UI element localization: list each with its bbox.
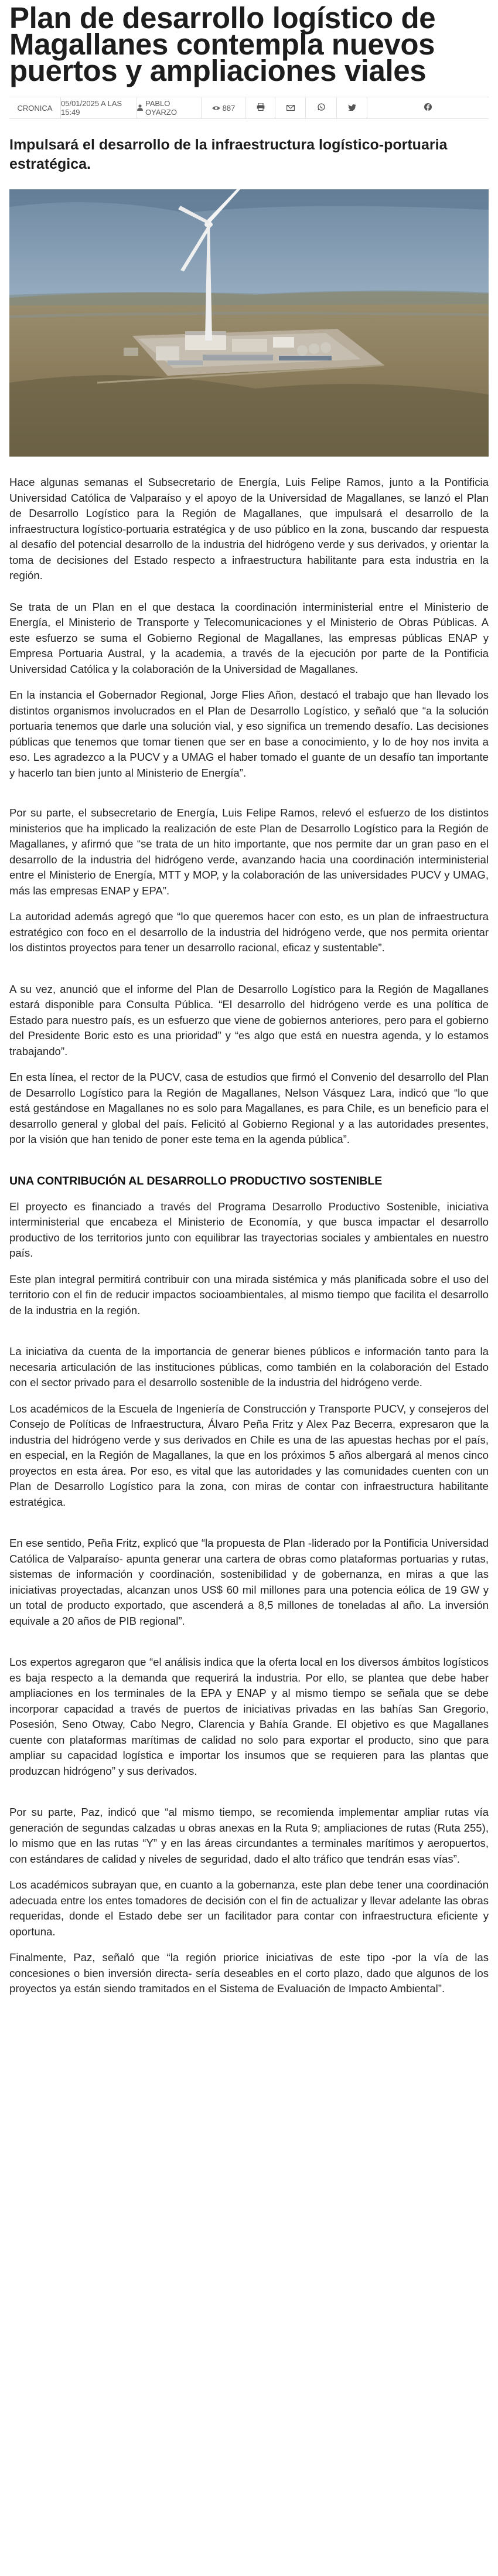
- paragraph: Los académicos subrayan que, en cuanto a la gobernanza, este plan debe tener una coordinación adecuada entre los entes tomadores de decisión con el fin de actualizar y llevar adelante las obras requeridas, donde el Estado debe ser un facilitador para contar con infraestructura eficiente y oportuna.: [9, 1879, 489, 1938]
- category-label[interactable]: CRONICA: [9, 97, 61, 118]
- paragraph: Por su parte, el subsecretario de Energía, Luis Felipe Ramos, relevó el esfuerzo de los distintos ministerios que ha implicado la realización de este Plan de Desarrollo Logístico para la Región de Magallanes, y afirmó que “se trata de un hito importante, que nos permite dar un gran paso en el desarrollo de la industria del hidrógeno verde, avanzando hacia una coordinación interministerial entre el Ministerio de Energía, MTT y MOP, y la colaboración de las universidades PUCV y UMAG, más las empresas ENAP y EPA”.: [9, 807, 489, 897]
- paragraph: Se trata de un Plan en el que destaca la coordinación interministerial entre el Ministerio de Energía, el Ministerio de Transporte y Telecomunicaciones y el Ministerio de Obras Públicas. A este esfuerzo se suma el Gobierno Regional de Magallanes, las empresas públicas ENAP y Empresa Portuaria Austral, y la academia, a través de la ejecución por parte de la Pontificia Universidad Católica y la colaboración de la Universidad de Magallanes.: [9, 600, 489, 675]
- paragraph: Finalmente, Paz, señaló que “la región priorice iniciativas de este tipo -por la vía de las concesiones o bien inversión directa- sería deseables en el corto plazo, dado que algunos de los proyectos ya están siendo tramitados en el Sistema de Evaluación de Impacto Ambiental”.: [9, 1951, 489, 1995]
- printer-icon: [257, 103, 265, 113]
- paragraph: Los expertos agregaron que “el análisis indica que la oferta local en los diversos ámbitos logísticos es baja respecto a la demanda que requerirá la industria. Por ello, se plantea que debe haber ampliaciones en los terminales de la EPA y ENAP y al mismo tiempo se señala que se debe incorporar capacidad a través de puertos de iniciativas privadas en las bahías San Gregorio, Posesión, Seno Otway, Cabo Negro, Clarencia y Bahía Grande. El objetivo es que Magallanes cuente con plataformas marítimas de calidad no solo para exportar el producto, sino que para ampliar su capacidad logística e importar los insumos que se requieren para las plantas que produzcan hidrógeno” y sus derivados.: [9, 1656, 489, 1777]
- twitter-share-button[interactable]: [337, 97, 367, 118]
- paragraph: La iniciativa da cuenta de la importancia de generar bienes públicos e información tanto para la necesaria articulación de las instituciones públicas, como también en la colaboración del Estado con el sector privado para el desarrollo sostenible de la industria del hidrógeno verde.: [9, 1345, 489, 1389]
- article-body: [0, 475, 498, 1997]
- email-share-button[interactable]: [275, 97, 306, 118]
- envelope-icon: [286, 104, 295, 113]
- user-icon: [137, 104, 143, 113]
- paragraph: La autoridad además agregó que “lo que queremos hacer con esto, es un plan de infraestructura estratégico con foco en el desarrollo de la industria del hidrógeno verde, que nos permita orientar los distintos proyectos para tener un desarrollo racional, eficaz y sustentable”.: [9, 910, 489, 954]
- article-title: Plan de desarrollo logístico de Magallanes contempla nuevos puertos y ampliaciones viales: [9, 1, 436, 87]
- eye-icon: [212, 104, 220, 113]
- article-meta-bar: [9, 97, 489, 119]
- paragraph: En esta línea, el rector de la PUCV, casa de estudios que firmó el Convenio del desarrollo del Plan de Desarrollo Logístico para la Región de Magallanes, Nelson Vásquez Lara, indicó que “lo que está gestándose en Magallanes no es solo para Magallanes, es para Chile, es un beneficio para el desarrollo general y global del país. Felicitó al Gobierno Regional y a las autoridades presentes, por la visión que han tenido de poner este tema en la agenda pública”.: [9, 1071, 489, 1145]
- twitter-icon: [348, 104, 356, 113]
- paragraph: El proyecto es financiado a través del Programa Desarrollo Productivo Sostenible, iniciativa interministerial que encabeza el Ministerio de Economía, y que busca impactar el desarrollo productivo de los territorios junto con equilibrar las trayectorias sociales y ambientales en nuestro país.: [9, 1200, 489, 1259]
- print-button[interactable]: [246, 97, 275, 118]
- views-count: 887: [202, 97, 246, 118]
- facebook-icon: [424, 103, 432, 113]
- article-subtitle: Impulsará el desarrollo de la infraestructura logístico-portuaria estratégica.: [9, 137, 448, 172]
- paragraph: Por su parte, Paz, indicó que “al mismo tiempo, se recomienda implementar ampliar rutas vía generación de segundas calzadas u obras anexas en la Ruta 9; ampliaciones de rutas (Ruta 255), lo mismo que en las rutas “Y” y en las áreas circundantes a terminales marítimos y aeropuertos, con estándares de calidad y niveles de seguridad, dado el alto tráfico que tendrán esas vías”.: [9, 1806, 489, 1865]
- whatsapp-icon: [318, 103, 325, 113]
- section-heading: UNA CONTRIBUCIÓN AL DESARROLLO PRODUCTIVO SOSTENIBLE: [9, 1174, 383, 1187]
- wind-turbine-industrial-plant-photo: [9, 189, 489, 457]
- paragraph: En ese sentido, Peña Fritz, explicó que “la propuesta de Plan -liderado por la Pontificia Universidad Católica de Valparaíso- apunta generar una cartera de obras como plataformas portuarias y rutas, sistemas de información y coordinación, sostenibilidad y de gobernanza, en miras a que las iniciativas proyectadas, alcanzan unos US$ 60 mil millones para una potencia eólica de 19 GW y un total de producto exportado, que ascenderá a 8,5 millones de toneladas al año. La inversión equivale a 20 años de PIB regional”.: [9, 1537, 489, 1627]
- paragraph: En la instancia el Gobernador Regional, Jorge Flies Añon, destacó el trabajo que han llevado los distintos organismos involucrados en el Plan de Desarrollo Logístico, y señaló que “a la solución portuaria tenemos que darle una solución vial, y eso significa un tremendo desafío. Las decisiones públicas que tenemos que tomar tienen que ser en base a conocimiento, y lo de hoy nos invita a eso. Les agradezco a la PUCV y a UMAG el haber tomado el guante de un desafío tan importante y hacerlo tan bien junto al Ministerio de Energía”.: [9, 689, 489, 779]
- facebook-share-button[interactable]: [367, 97, 489, 118]
- paragraph: Este plan integral permitirá contribuir con una mirada sistémica y más planificada sobre el uso del territorio con el fin de reducir impactos socioambientales, al mismo tiempo que facilita el desarrollo de la industria en la región.: [9, 1272, 489, 1316]
- paragraph: A su vez, anunció que el informe del Plan de Desarrollo Logístico para la Región de Magallanes estará disponible para Consulta Pública. “El desarrollo del hidrógeno verde es una política de Estado para nuestro país, es un esfuerzo que viene de gobiernos anteriores, pero para el gobierno del Presidente Boric esto es una prioridad” y “es algo que está en nuestra agenda, y lo estamos trabajando”.: [9, 982, 489, 1057]
- author-label: PABLO OYARZO: [137, 97, 202, 118]
- article-photo: [9, 189, 489, 457]
- paragraph: Hace algunas semanas el Subsecretario de Energía, Luis Felipe Ramos, junto a la Pontificia Universidad Católica de Valparaíso y el apoyo de la Universidad de Magallanes, se lanzó el Plan de Desarrollo Logístico para la Región de Magallanes, que impulsará el desarrollo de la infraestructura logístico-portuaria estratégica y de uso público en la zona, buscando dar respuesta al desafío del potencial desarrollo de la industria del hidrógeno verde y sus derivados, y orientar la toma de decisiones del Estado respecto a infraestructura habilitante para esta industria en la región.: [9, 476, 489, 581]
- publish-date: 05/01/2025 A LAS 15:49: [61, 97, 137, 118]
- whatsapp-share-button[interactable]: [306, 97, 337, 118]
- paragraph: Los académicos de la Escuela de Ingeniería de Construcción y Transporte PUCV, y consejeros del Consejo de Políticas de Infraestructura, Álvaro Peña Fritz y Alex Paz Becerra, expresaron que la industria del hidrógeno verde y sus derivados en Chile es una de las apuestas hechas por el país, en especial, en la Región de Magallanes, la que en los próximos 5 años albergará al menos cinco proyectos en esta área. Por eso, es vital que las autoridades y las comunidades cuenten con un Plan de Desarrollo Logístico para la zona, con miras de contar con infraestructura habilitante estratégica.: [9, 1402, 489, 1508]
